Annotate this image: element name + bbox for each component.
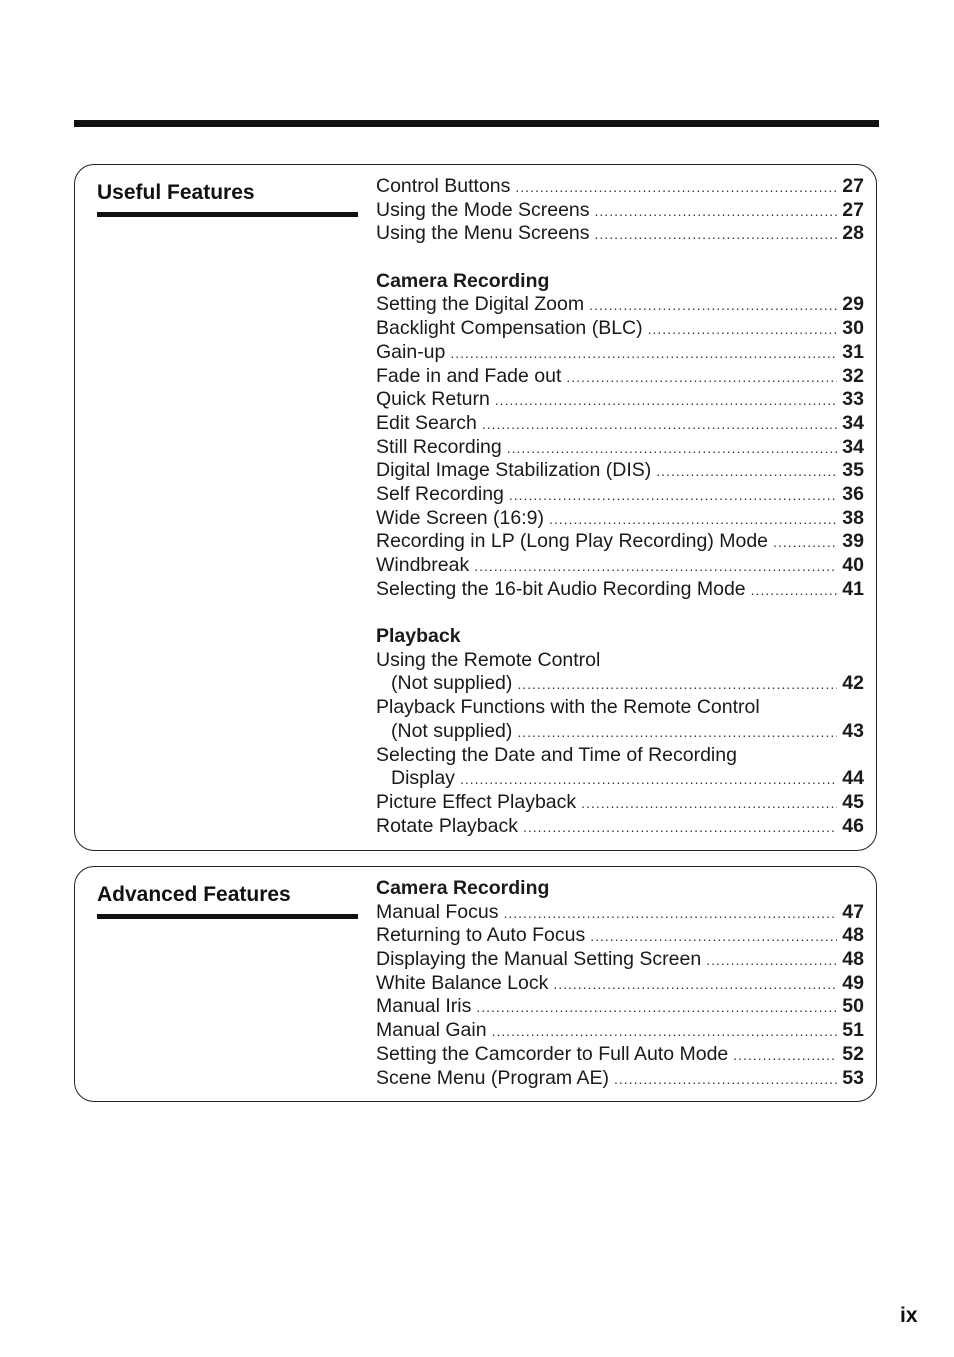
toc-entry-label: White Balance Lock — [376, 971, 549, 994]
toc-entry[interactable] — [376, 459, 864, 483]
toc-entry-label: Manual Gain — [376, 1019, 487, 1042]
dot-leader — [553, 973, 837, 997]
group-heading: Camera Recording — [376, 269, 550, 292]
dot-leader — [549, 508, 837, 532]
toc-entry-label: Scene Menu (Program AE) — [376, 1066, 610, 1089]
dot-leader — [589, 294, 837, 318]
toc-entry[interactable] — [376, 1043, 864, 1067]
group-heading: Playback — [376, 625, 461, 648]
toc-entry[interactable] — [376, 901, 864, 925]
toc-entry-label: Setting the Digital Zoom — [376, 293, 585, 316]
dot-leader — [706, 949, 837, 973]
toc-entry-label: Picture Effect Playback — [376, 790, 577, 813]
section-title: Advanced Features — [97, 883, 291, 906]
toc-entry-page: 51 — [842, 1019, 864, 1042]
toc-entry[interactable] — [376, 1067, 864, 1091]
dot-leader — [503, 902, 837, 926]
toc-entry-label: Displaying the Manual Setting Screen — [376, 948, 702, 971]
toc-entry-page: 34 — [842, 435, 864, 458]
toc-entry[interactable] — [376, 554, 864, 578]
toc-entry-label: Windbreak — [376, 554, 470, 576]
toc-entry-page: 53 — [842, 1066, 864, 1089]
dot-leader — [566, 366, 837, 390]
dot-leader — [495, 389, 837, 413]
toc-entry[interactable] — [376, 578, 864, 602]
toc-entry[interactable] — [376, 341, 864, 365]
toc-entry-page: 52 — [842, 1042, 864, 1065]
toc-entry-page: 33 — [842, 388, 864, 411]
toc-entry[interactable] — [376, 530, 864, 554]
dot-leader — [507, 437, 837, 461]
dot-leader — [482, 413, 837, 437]
toc-entry-page: 48 — [842, 924, 864, 947]
group-gap — [376, 246, 864, 270]
toc-entry-page: 48 — [842, 948, 864, 971]
toc-entry-page: 40 — [842, 554, 864, 576]
toc-entry-label[interactable]: Using the Remote Control — [376, 648, 601, 671]
dot-leader — [509, 484, 837, 508]
section-useful-features — [74, 164, 877, 851]
dot-leader — [515, 176, 837, 200]
toc-entry-page: 46 — [842, 814, 864, 837]
toc-entry-page: 32 — [842, 364, 864, 387]
dot-leader — [733, 1044, 837, 1068]
toc-entry[interactable] — [376, 175, 864, 199]
toc-entry-page: 49 — [842, 971, 864, 994]
dot-leader — [450, 342, 837, 366]
toc-entry-label: Manual Focus — [376, 900, 499, 923]
toc-entry-label: Manual Iris — [376, 995, 472, 1018]
toc-entry-page: 28 — [842, 222, 864, 245]
group-heading: Camera Recording — [376, 877, 550, 899]
toc-entry-page: 39 — [842, 530, 864, 553]
toc-entry[interactable] — [376, 791, 864, 815]
toc-entry-label: Backlight Compensation (BLC) — [376, 317, 643, 340]
toc-entry-label[interactable]: Playback Functions with the Remote Control — [376, 696, 760, 719]
toc-entry[interactable] — [376, 767, 864, 791]
dot-leader — [590, 925, 837, 949]
toc-entry-label: Edit Search — [376, 411, 477, 434]
toc-entry-page: 27 — [842, 198, 864, 221]
toc-entry-page: 36 — [842, 482, 864, 505]
toc-entry-label: Using the Menu Screens — [376, 222, 590, 245]
toc-entry-page: 41 — [842, 577, 864, 600]
toc-entry-page: 31 — [842, 340, 864, 363]
toc-entry[interactable] — [376, 317, 864, 341]
toc-entry-page: 50 — [842, 995, 864, 1018]
toc-entry-page: 43 — [842, 719, 864, 742]
toc-entry-page: 47 — [842, 900, 864, 923]
toc-entry-label: Digital Image Stabilization (DIS) — [376, 459, 652, 482]
toc-entry[interactable] — [376, 507, 864, 531]
toc-entry-page: 30 — [842, 317, 864, 340]
dot-leader — [595, 223, 837, 247]
toc-entry[interactable] — [376, 293, 864, 317]
toc-entry[interactable] — [376, 483, 864, 507]
toc-entry[interactable] — [376, 412, 864, 436]
toc-entry-page: 29 — [842, 293, 864, 316]
toc-entry-continuation: Display — [391, 767, 455, 790]
toc-entry[interactable] — [376, 222, 864, 246]
toc-entry[interactable] — [376, 972, 864, 996]
dot-leader — [751, 579, 837, 603]
toc-entry[interactable] — [376, 995, 864, 1019]
dot-leader — [517, 721, 837, 745]
toc-entry-label: Rotate Playback — [376, 814, 518, 837]
toc-entry[interactable] — [376, 720, 864, 744]
toc-entry-label: Quick Return — [376, 388, 490, 411]
toc-entry-label: Recording in LP (Long Play Recording) Mode — [376, 530, 769, 553]
toc-entry-label: Fade in and Fade out — [376, 364, 562, 387]
dot-leader — [595, 200, 837, 224]
toc-entry[interactable] — [376, 672, 864, 696]
dot-leader — [773, 531, 837, 555]
toc-entry-page: 35 — [842, 459, 864, 482]
toc-entry-label: Using the Mode Screens — [376, 198, 590, 221]
dot-leader — [581, 792, 837, 816]
toc-entry-continuation: (Not supplied) — [391, 719, 513, 742]
toc-entry-label[interactable]: Selecting the Date and Time of Recording — [376, 743, 737, 766]
dot-leader — [648, 318, 837, 342]
dot-leader — [523, 816, 837, 840]
dot-leader — [517, 673, 837, 697]
toc-entry-page: 34 — [842, 411, 864, 434]
toc-entry-label: Still Recording — [376, 435, 502, 458]
dot-leader — [492, 1020, 837, 1044]
dot-leader — [476, 996, 837, 1020]
toc-entry-page: 45 — [842, 790, 864, 813]
toc-entry-page: 27 — [842, 175, 864, 197]
toc-entry[interactable] — [376, 436, 864, 460]
toc-entry[interactable] — [376, 388, 864, 412]
toc-entry-label: Selecting the 16-bit Audio Recording Mode — [376, 577, 746, 600]
toc-entry[interactable] — [376, 199, 864, 223]
dot-leader — [460, 768, 837, 792]
toc-entry[interactable] — [376, 948, 864, 972]
toc-entry-label: Control Buttons — [376, 175, 511, 197]
title-underline — [97, 914, 358, 919]
group-gap — [376, 601, 864, 625]
top-rule — [74, 120, 879, 127]
toc-entry-page: 42 — [842, 672, 864, 695]
toc-entry[interactable] — [376, 924, 864, 948]
toc-entry-label: Wide Screen (16:9) — [376, 506, 544, 529]
toc-list — [376, 175, 864, 838]
toc-list — [376, 877, 864, 1090]
toc-entry-continuation: (Not supplied) — [391, 672, 513, 695]
toc-entry-label: Returning to Auto Focus — [376, 924, 586, 947]
section-title: Useful Features — [97, 181, 255, 204]
section-advanced-features — [74, 866, 877, 1102]
toc-entry-page: 38 — [842, 506, 864, 529]
dot-leader — [656, 460, 837, 484]
toc-entry-label: Setting the Camcorder to Full Auto Mode — [376, 1042, 729, 1065]
toc-entry-label: Self Recording — [376, 482, 504, 505]
toc-entry-label: Gain-up — [376, 340, 446, 363]
toc-entry[interactable] — [376, 815, 864, 839]
dot-leader — [474, 555, 837, 579]
toc-entry[interactable] — [376, 365, 864, 389]
dot-leader — [614, 1068, 837, 1092]
toc-entry-page: 44 — [842, 767, 864, 790]
page-number: ix — [900, 1304, 918, 1327]
title-underline — [97, 212, 358, 217]
toc-entry[interactable] — [376, 1019, 864, 1043]
